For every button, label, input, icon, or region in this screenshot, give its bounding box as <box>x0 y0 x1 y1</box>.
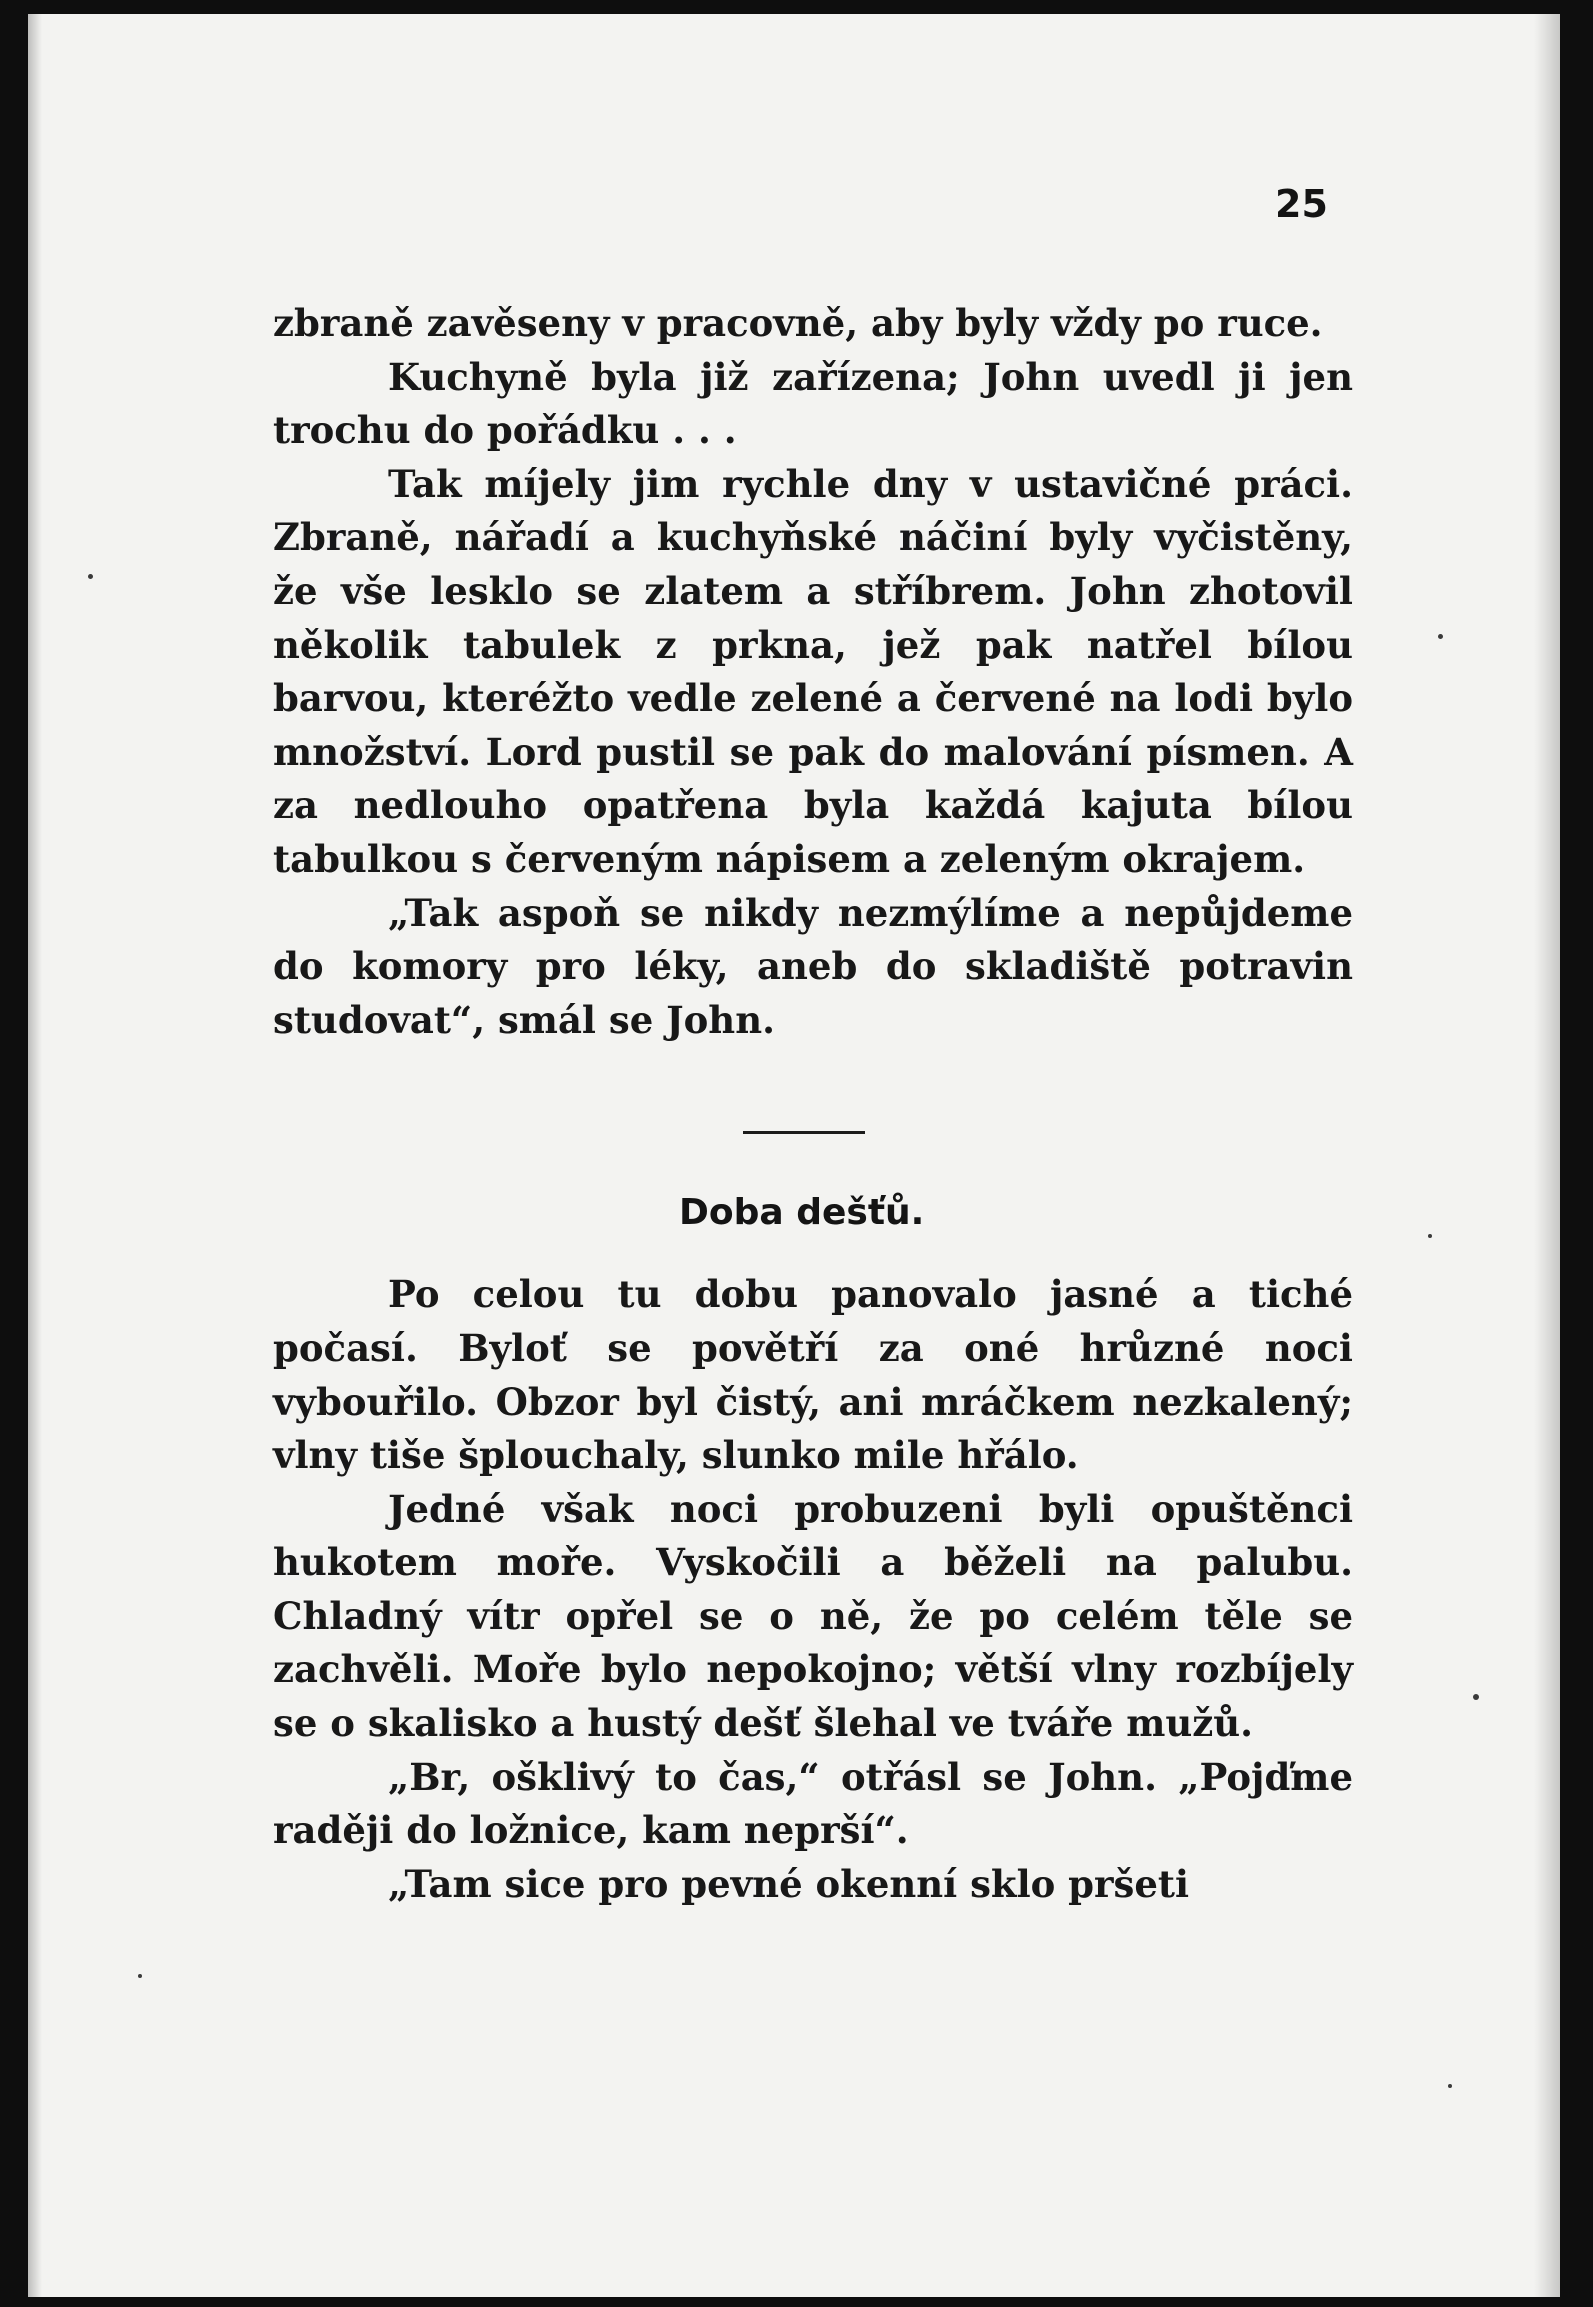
book-spine-shadow <box>28 14 42 2297</box>
page-edge-shadow <box>1534 14 1560 2297</box>
print-speck <box>1438 634 1443 639</box>
text-column <box>273 297 1353 1911</box>
section-divider <box>743 1131 865 1134</box>
paragraph-7: „Br, ošklivý to čas,“ otřásl se John. „Pojďme raději do ložnice, kam neprší“. <box>273 1754 1353 1853</box>
paragraph-6: Jedné však noci probuzeni byli opuštěnci hukotem moře. Vyskočili a běželi na palubu. Chladný vítr opřel se o ně, že po celém těle se zachvěli. Moře bylo nepokojno; větší vlny rozbíjely se o skalisko a hustý dešť šlehal ve tváře mužů. <box>273 1486 1353 1746</box>
section-body <box>273 1268 1353 1911</box>
paragraph-4: „Tak aspoň se nikdy nezmýlíme a nepůjdeme do komory pro léky, aneb do skladiště potravin studovat“, smál se John. <box>273 890 1353 1042</box>
scanned-page <box>28 14 1560 2297</box>
page-number: 25 <box>1275 182 1328 226</box>
section-heading: Doba dešťů. <box>679 1192 925 1234</box>
paragraph-2: Kuchyně byla již zařízena; John uvedl ji jen trochu do pořádku . . . <box>273 354 1353 453</box>
print-speck <box>1473 1694 1479 1700</box>
print-speck <box>1428 1234 1432 1238</box>
paragraph-3: Tak míjely jim rychle dny v ustavičné práci. Zbraně, nářadí a kuchyňské náčiní byly vyčistěny, že vše lesklo se zl‌atem a stříbrem. John zhotovil několik tabulek z prkna, jež pak natřel bílou barvou, kteréžto vedle zelené a červené na lodi bylo množství. Lord pustil se pak do malování písmen. A za nedlouho opatřena byla každá kajuta bílou tabulkou s červeným nápisem a zeleným okrajem. <box>273 461 1353 881</box>
print-speck <box>1448 2084 1452 2088</box>
paragraph-8: „Tam sice pro pevné okenní sklo pršeti <box>388 1861 1190 1906</box>
paragraph-1: zbraně zavěseny v pracovně, aby byly vždy po ruce. <box>273 301 1323 345</box>
print-speck <box>88 574 93 579</box>
paragraph-5: Po celou tu dobu panovalo jasné a tiché počasí. Bylo‌ť se povětří za oné hrůzné noci vybouřilo. Obzor byl čistý, ani mráčkem nezkalený; vlny tiše šplouchaly, slunko mile hřálo. <box>273 1272 1353 1478</box>
print-speck <box>138 1974 142 1978</box>
